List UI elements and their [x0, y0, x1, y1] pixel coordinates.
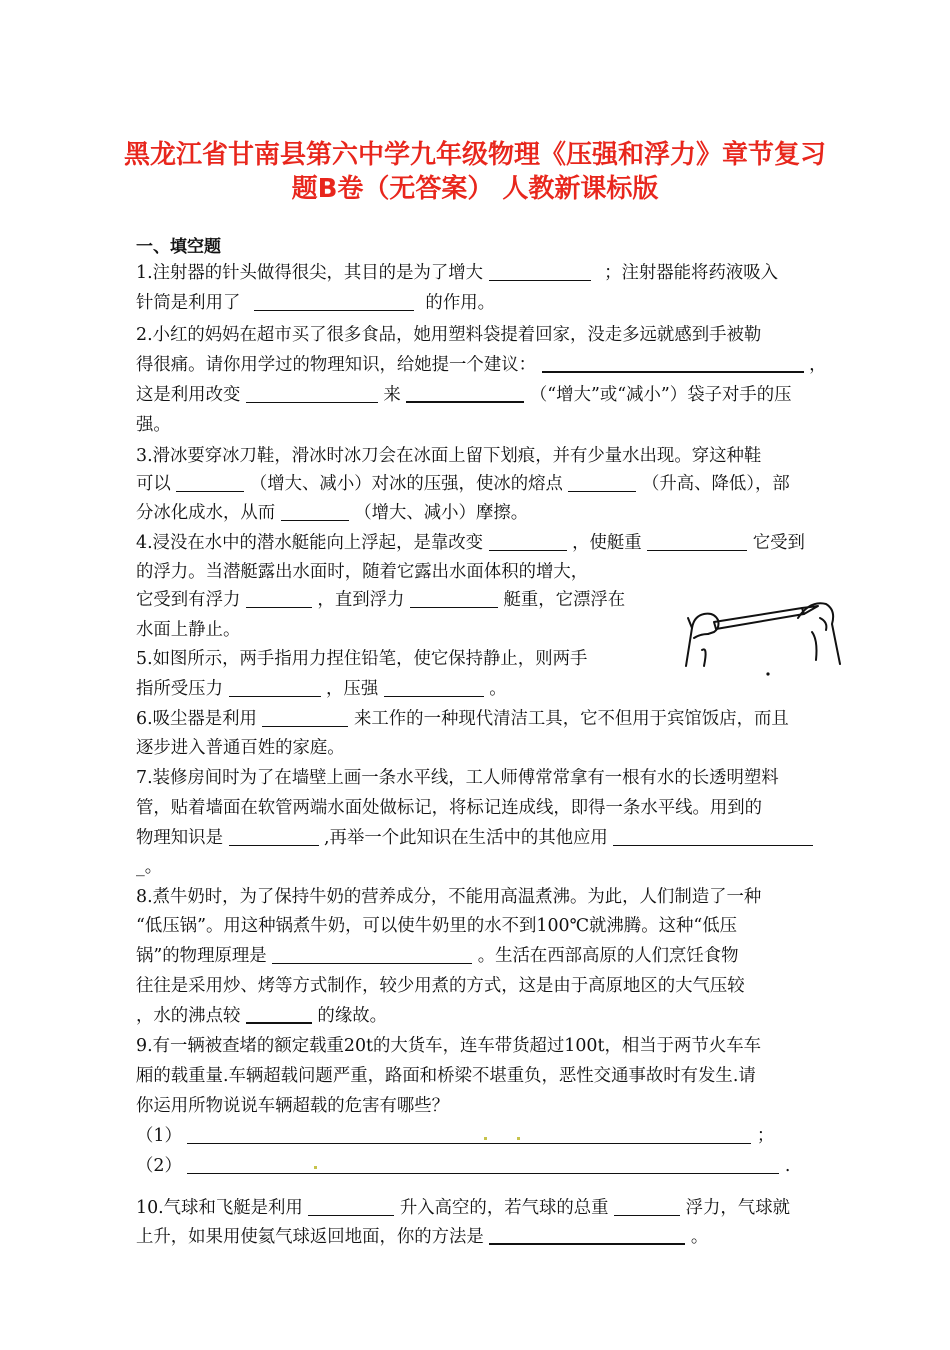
blank-9-1[interactable]	[187, 1125, 751, 1144]
question-3-line-1: 3.滑冰要穿冰刀鞋，滑冰时冰刀会在冰面上留下划痕，并有少量水出现。穿这种鞋	[136, 446, 762, 466]
blank-4-3[interactable]	[246, 589, 312, 608]
question-1-line-1: 1.注射器的针头做得很尖，其目的是为了增大 ；注射器能将药液吸入	[136, 263, 779, 283]
question-2-line-4: 强。	[136, 415, 171, 435]
question-8-line-4: 往往是采用炒、烤等方式制作，较少用煮的方式，这是由于高原地区的大气压较	[136, 976, 745, 996]
title-line-2: 题B卷（无答案） 人教新课标版	[291, 174, 659, 204]
question-9-line-3: 你运用所物说说车辆超载的危害有哪些？	[136, 1096, 450, 1116]
blank-5-2[interactable]	[384, 678, 484, 697]
question-2-line-3: 这是利用改变 来 （“增大”或“减小”）袋子对手的压	[136, 385, 792, 405]
question-5-line-2: 指所受压力 ，压强 。	[136, 679, 507, 699]
question-6-line-2: 逐步进入普通百姓的家庭。	[136, 738, 345, 758]
blank-9-2[interactable]	[187, 1155, 779, 1174]
question-4-line-1: 4.浸没在水中的潜水艇能向上浮起，是靠改变 ，使艇重 它受到	[136, 533, 805, 553]
question-8-line-1: 8.煮牛奶时，为了保持牛奶的营养成分，不能用高温煮沸。为此，人们制造了一种	[136, 887, 762, 907]
blank-8-2[interactable]	[246, 1004, 312, 1024]
blank-4-2[interactable]	[647, 532, 747, 551]
blank-7-1[interactable]	[229, 827, 319, 846]
blank-10-1[interactable]	[308, 1197, 394, 1216]
question-9-line-1: 9.有一辆被查堵的额定载重20t的大货车，连车带货超过100t，相当于两节火车车	[136, 1036, 762, 1056]
question-4-line-4: 水面上静止。	[136, 620, 241, 640]
section-heading: 一、填空题	[136, 237, 221, 257]
stray-mark	[314, 1166, 317, 1169]
blank-1-2[interactable]	[254, 292, 414, 311]
title-line-1: 黑龙江省甘南县第六中学九年级物理《压强和浮力》章节复习	[123, 140, 826, 170]
question-2-line-2: 得很痛。请你用学过的物理知识，给她提一个建议： ，	[136, 355, 827, 375]
question-9-item-1: （1） ；	[136, 1126, 775, 1146]
blank-2-1[interactable]	[542, 353, 804, 373]
question-8-line-3: 锅”的物理原理是 。生活在西部高原的人们烹饪食物	[136, 946, 739, 966]
question-6-line-1: 6.吸尘器是利用 来工作的一种现代清洁工具，它不但用于宾馆饭店，而且	[136, 709, 789, 729]
stray-mark	[484, 1137, 487, 1140]
question-8-line-2: “低压锅”。用这种锅煮牛奶，可以使牛奶里的水不到100℃就沸腾。这种“低压	[136, 916, 738, 936]
blank-6-1[interactable]	[262, 708, 348, 727]
question-9-item-2: （2） .	[136, 1156, 791, 1176]
question-2-line-1: 2.小红的妈妈在超市买了很多食品，她用塑料袋提着回家，没走多远就感到手被勒	[136, 325, 762, 345]
stray-mark	[517, 1137, 520, 1140]
blank-2-3[interactable]	[406, 383, 524, 403]
document-title	[120, 138, 830, 206]
pencil-pinch-figure	[680, 588, 850, 678]
question-5-line-1: 5.如图所示，两手指用力捏住铅笔，使它保持静止，则两手	[136, 649, 588, 669]
blank-10-2[interactable]	[614, 1197, 680, 1216]
question-7-line-3: 物理知识是 ,再举一个此知识在生活中的其他应用	[136, 823, 813, 853]
blank-4-1[interactable]	[489, 532, 567, 551]
blank-8-1[interactable]	[272, 945, 472, 964]
question-9-line-2: 厢的载重量.车辆超载问题严重，路面和桥梁不堪重负，恶性交通事故时有发生.请	[136, 1066, 756, 1086]
blank-4-4[interactable]	[410, 589, 498, 608]
question-7-line-4: _。	[136, 857, 163, 877]
blank-1-1[interactable]	[489, 262, 591, 281]
blank-3-3[interactable]	[281, 502, 349, 521]
question-10-line-2: 上升，如果用使氦气球返回地面，你的方法是 。	[136, 1227, 709, 1247]
question-7-line-2: 管，贴着墙面在软管两端水面处做标记，将标记连成线，即得一条水平线。用到的	[136, 798, 763, 818]
blank-3-2[interactable]	[568, 473, 636, 492]
question-1-line-2: 针筒是利用了 的作用。	[136, 293, 495, 313]
question-7-line-1: 7.装修房间时为了在墙壁上画一条水平线，工人师傅常常拿有一根有水的长透明塑料	[136, 768, 779, 788]
hands-pencil-icon	[680, 588, 850, 678]
question-4-line-3: 它受到有浮力 ，直到浮力 艇重，它漂浮在	[136, 590, 626, 610]
blank-3-1[interactable]	[176, 473, 244, 492]
question-8-line-5: ，水的沸点较 的缘故。	[136, 1006, 387, 1026]
question-3-line-3: 分冰化成水，从而 （增大、减小）摩擦。	[136, 503, 529, 523]
blank-7-2[interactable]	[613, 827, 813, 846]
blank-2-2[interactable]	[246, 384, 378, 403]
question-3-line-2: 可以 （增大、减小）对冰的压强，使冰的熔点 （升高、降低），部	[136, 474, 790, 494]
blank-5-1[interactable]	[229, 678, 321, 697]
question-10-line-1: 10.气球和飞艇是利用 升入高空的，若气球的总重 浮力，气球就	[136, 1198, 790, 1218]
question-4-line-2: 的浮力。当潜艇露出水面时，随着它露出水面体积的增大，	[136, 562, 589, 582]
blank-10-3[interactable]	[489, 1225, 685, 1245]
